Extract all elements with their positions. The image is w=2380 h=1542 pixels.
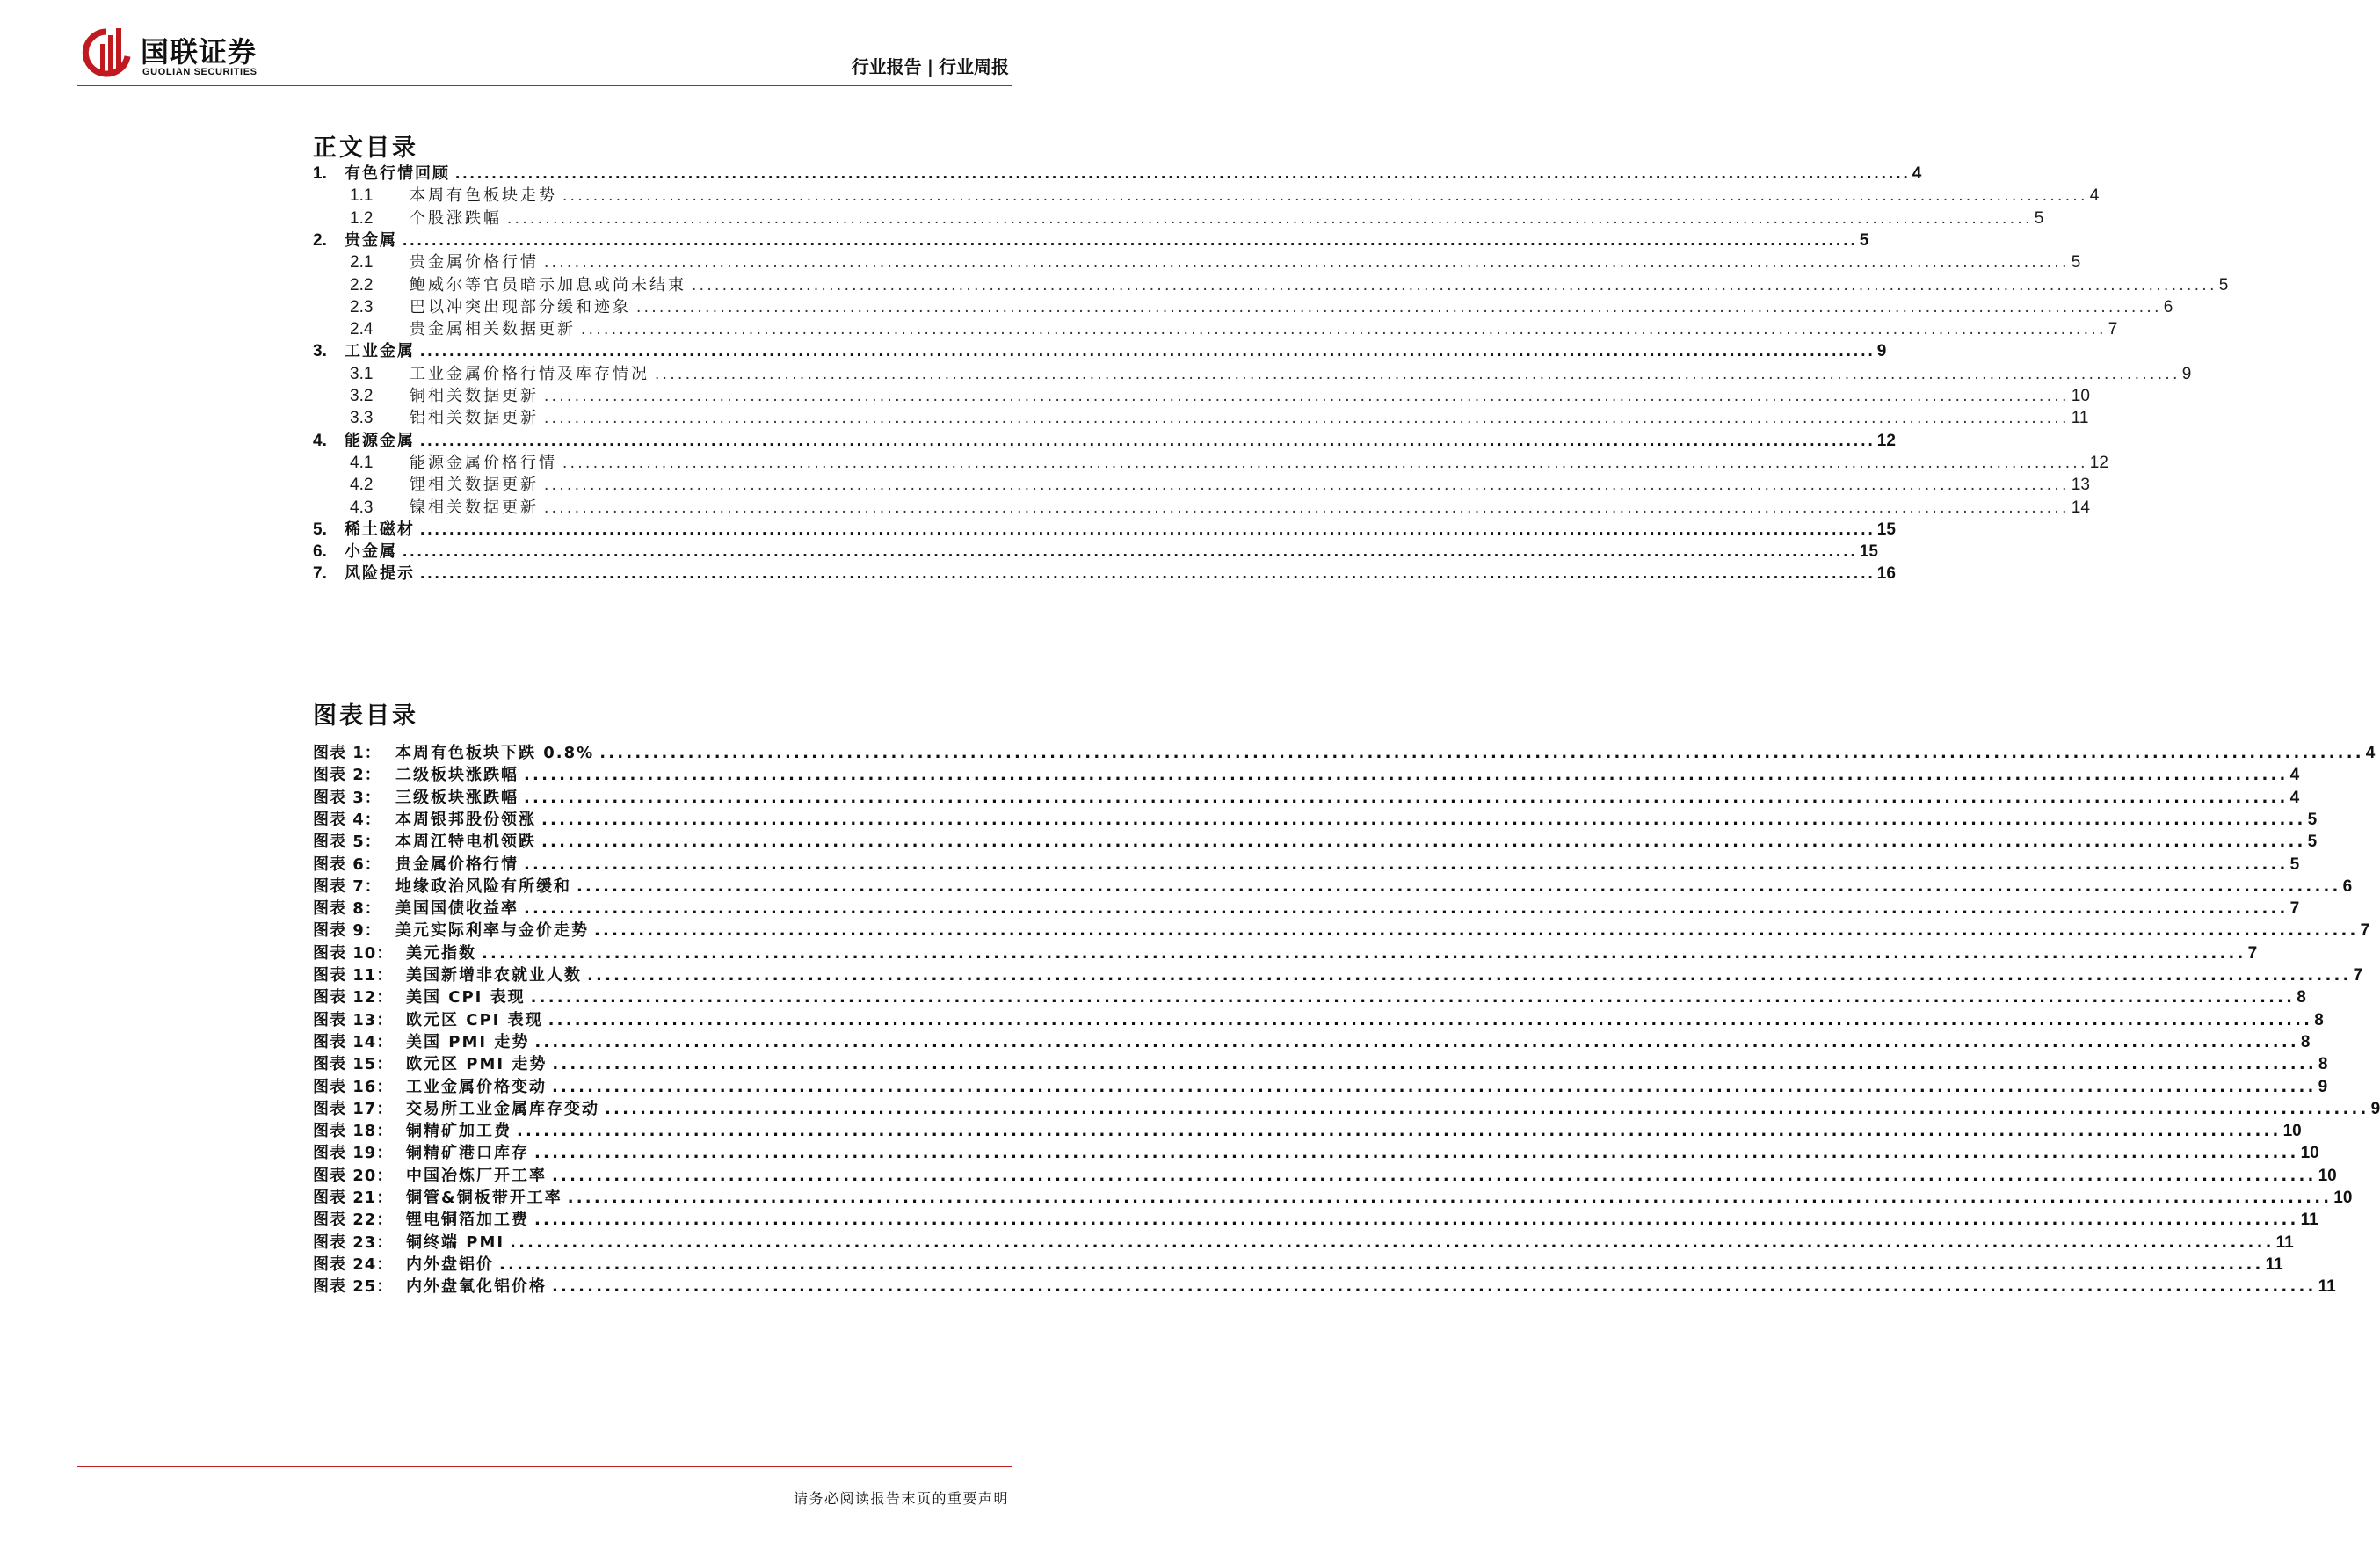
fig-entry-dot-leader: ........................................................................................................................................................................................................ [548,1010,2313,1029]
toc-entry-page: 11 [2071,409,2089,428]
toc-entry-number: 2. [313,230,327,250]
fig-entry-page: 8 [2318,1055,2328,1074]
report-type: 行业报告 [851,56,922,77]
fig-entry-title: 铜精矿加工费 [406,1122,512,1141]
toc-entry-dot-leader: ........................................................................................................................................................................................................ [562,186,2088,206]
fig-entry-number: 图表 13： [313,1010,394,1029]
toc-entry-number: 7. [313,564,327,584]
toc-entry-page: 4 [1912,164,1922,183]
toc-entry-number: 6. [313,542,327,562]
toc-entry-title: 本周有色板块走势 [410,186,557,206]
logo-chinese-name: 国联证券 [141,35,258,69]
fig-entry[interactable] [313,852,2300,876]
fig-entry[interactable] [313,1252,2283,1277]
logo-english-name: GUOLIAN SECURITIES [142,67,258,77]
fig-entry[interactable] [313,1230,2294,1255]
fig-entry-title: 本周江特电机领跌 [395,833,536,852]
toc-entry-page: 15 [1859,542,1878,562]
fig-entry-number: 图表 1： [313,744,381,762]
report-category [852,53,1009,78]
fig-entry-number: 图表 24： [313,1255,394,1274]
fig-entry-title: 美国新增非农就业人数 [406,966,582,985]
logo-mark-icon [81,26,132,79]
footer-divider [77,1466,1012,1467]
fig-entry[interactable] [313,941,2258,965]
header-divider [77,85,1012,86]
fig-entry[interactable] [313,1096,2380,1121]
fig-entry-number: 图表 17： [313,1099,394,1118]
fig-entry-dot-leader: ........................................................................................................................................................................................................ [482,943,2246,963]
toc-entry-dot-leader: ........................................................................................................................................................................................................ [544,387,2070,405]
toc-entry-page: 13 [2071,476,2090,495]
fig-entry-page: 7 [2247,943,2258,963]
toc-entry-title: 能源金属 [345,431,415,450]
fig-entry-title: 交易所工业金属库存变动 [406,1099,599,1118]
toc-entry[interactable] [313,273,2229,297]
fig-entry-page: 11 [2265,1255,2283,1274]
fig-entry-page: 7 [2289,899,2300,919]
fig-entry-dot-leader: ........................................................................................................................................................................................................ [552,1166,2317,1185]
fig-entry-page: 5 [2307,833,2318,852]
fig-entry-page: 8 [2300,1032,2311,1051]
toc-entry-page: 4 [2089,186,2100,206]
toc-entry[interactable] [313,405,2089,430]
toc-entry-dot-leader: ........................................................................................................................................................................................................ [544,498,2070,517]
fig-entry-page: 11 [2275,1233,2294,1252]
toc-entry-title: 工业金属 [345,342,415,361]
fig-entry-number: 图表 22： [313,1211,394,1230]
toc-entry-dot-leader: ........................................................................................................................................................................................................ [507,208,2033,228]
toc-entry-number: 4.1 [350,453,374,472]
fig-entry-page: 8 [2314,1010,2324,1029]
fig-entry[interactable] [313,740,2376,765]
fig-entry-number: 图表 7： [313,876,381,896]
toc-entry-title: 风险提示 [345,564,415,584]
fig-entry-dot-leader: ........................................................................................................................................................................................................ [599,744,2364,762]
fig-entry-title: 贵金属价格行情 [395,855,519,874]
toc-entry-page: 5 [2034,208,2044,228]
toc-entry-dot-leader: ........................................................................................................................................................................................................ [562,453,2088,472]
fig-entry-title: 本周银邦股份领涨 [395,810,536,829]
toc-entry-title: 小金属 [345,542,397,562]
fig-entry-number: 图表 21： [313,1189,394,1207]
toc-entry-dot-leader: ........................................................................................................................................................................................................ [403,230,1858,250]
fig-entry[interactable] [313,918,2370,942]
toc-entry-dot-leader: ........................................................................................................................................................................................................ [692,275,2217,295]
toc-entry-dot-leader: ........................................................................................................................................................................................................ [544,476,2070,495]
toc-title: 正文目录 [313,135,418,162]
fig-entry-number: 图表 12： [313,988,394,1007]
fig-entry-dot-leader: ........................................................................................................................................................................................................ [577,876,2341,896]
fig-entry-dot-leader: ........................................................................................................................................................................................................ [524,788,2289,807]
fig-entry-dot-leader: ........................................................................................................................................................................................................ [534,1211,2299,1230]
toc-entry-page: 9 [2181,364,2192,383]
fig-entry-number: 图表 5： [313,833,381,852]
toc-entry-title: 镍相关数据更新 [410,498,539,517]
fig-entry-title: 锂电铜箔加工费 [406,1211,529,1230]
toc-entry-page: 12 [2089,453,2108,472]
fig-entry[interactable] [313,963,2363,987]
toc-entry-number: 2.3 [350,297,374,316]
fig-entry-dot-leader: ........................................................................................................................................................................................................ [534,1032,2299,1051]
fig-entry-title: 本周有色板块下跌 0.8% [395,744,595,762]
fig-entry-number: 图表 25： [313,1277,394,1297]
fig-entry-number: 图表 11： [313,966,394,985]
toc-entry-dot-leader: ........................................................................................................................................................................................................ [403,542,1858,562]
fig-entry-title: 二级板块涨跌幅 [395,766,519,785]
toc-entry-number: 3.2 [350,387,374,405]
fig-entry-number: 图表 16： [313,1077,394,1096]
toc-entry-title: 巴以冲突出现部分缓和迹象 [410,297,631,316]
fig-entry-title: 内外盘铝价 [406,1255,494,1274]
fig-entry-number: 图表 3： [313,788,381,807]
fig-entry[interactable] [313,1029,2311,1054]
fig-entry-dot-leader: ........................................................................................................................................................................................................ [541,833,2306,852]
toc-entry-title: 铜相关数据更新 [410,387,539,405]
fig-entry[interactable] [313,874,2353,898]
fig-entry-page: 10 [2300,1144,2319,1163]
header-separator: | [926,56,933,77]
fig-entry-title: 美元指数 [406,943,476,963]
toc-entry-number: 4.3 [350,498,374,517]
toc-entry-number: 4.2 [350,476,374,495]
toc-entry-page: 9 [1876,342,1887,361]
fig-entry-page: 9 [2370,1099,2380,1118]
toc-entry-title: 稀土磁材 [345,520,415,539]
fig-entry-title: 工业金属价格变动 [406,1077,547,1096]
toc-entry[interactable] [313,228,1869,252]
fig-entry-title: 内外盘氧化铝价格 [406,1277,547,1297]
fig-entry-number: 图表 20： [313,1166,394,1185]
fig-entry-page: 4 [2365,744,2376,762]
fig-entry-number: 图表 14： [313,1032,394,1051]
toc-entry-title: 贵金属 [345,230,397,250]
fig-entry[interactable] [313,1074,2328,1099]
fig-entry-title: 美元实际利率与金价走势 [395,921,589,941]
toc-entry-dot-leader: ........................................................................................................................................................................................................ [420,564,1876,584]
fig-entry-title: 美国国债收益率 [395,899,519,919]
fig-entry-page: 7 [2353,966,2363,985]
toc-entry[interactable] [313,517,1896,542]
toc-entry[interactable] [313,561,1896,586]
toc-entry-title: 能源金属价格行情 [410,453,557,472]
fig-entry-number: 图表 18： [313,1122,394,1141]
toc-entry-dot-leader: ........................................................................................................................................................................................................ [655,364,2180,383]
fig-entry-page: 6 [2342,876,2353,896]
fig-entry-title: 美国 PMI 走势 [406,1032,530,1051]
fig-entry-dot-leader: ........................................................................................................................................................................................................ [587,966,2352,985]
fig-entry-dot-leader: ........................................................................................................................................................................................................ [524,855,2289,874]
toc-entry-number: 1.1 [350,186,374,206]
fig-entry-dot-leader: ........................................................................................................................................................................................................ [524,766,2289,785]
toc-entry-title: 个股涨跌幅 [410,208,502,228]
toc-entry-page: 6 [2163,297,2173,316]
fig-entry-dot-leader: ........................................................................................................................................................................................................ [524,899,2289,919]
fig-entry-dot-leader: ........................................................................................................................................................................................................ [530,988,2296,1007]
toc-entry-title: 贵金属相关数据更新 [410,320,576,339]
fig-entry[interactable] [313,1118,2302,1143]
toc-entry-dot-leader: ........................................................................................................................................................................................................ [455,164,1911,183]
fig-entry-dot-leader: ........................................................................................................................................................................................................ [552,1277,2317,1297]
fig-entry-title: 三级板块涨跌幅 [395,788,519,807]
fig-entry-number: 图表 23： [313,1233,394,1252]
toc-entry[interactable] [313,250,2081,274]
toc-entry-dot-leader: ........................................................................................................................................................................................................ [581,320,2107,339]
toc-entry-number: 3.3 [350,409,374,428]
fig-entry[interactable] [313,1163,2337,1188]
fig-entry-page: 10 [2333,1189,2353,1207]
toc-entry-number: 2.2 [350,275,374,295]
fig-entry[interactable] [313,1140,2319,1165]
fig-entry-page: 5 [2307,810,2318,829]
toc-entry-page: 7 [2108,320,2118,339]
fig-entry-page: 10 [2282,1122,2302,1141]
toc-entry-number: 4. [313,431,327,450]
toc-entry-number: 3. [313,342,327,361]
fig-entry-dot-leader: ........................................................................................................................................................................................................ [534,1144,2299,1163]
fig-entry-page: 9 [2318,1077,2328,1096]
fig-entry-page: 10 [2318,1166,2337,1185]
toc-entry[interactable] [313,361,2192,386]
fig-entry-title: 欧元区 PMI 走势 [406,1055,548,1074]
toc-entry-title: 工业金属价格行情及库存情况 [410,364,649,383]
toc-entry-page: 14 [2071,498,2090,517]
fig-entry[interactable] [313,807,2318,832]
toc-entry-title: 锂相关数据更新 [410,476,539,495]
fig-entry-number: 图表 6： [313,855,381,874]
toc-entry[interactable] [313,295,2173,319]
toc-entry[interactable] [313,161,1922,185]
fig-entry[interactable] [313,1051,2328,1076]
fig-entry-dot-leader: ........................................................................................................................................................................................................ [517,1122,2282,1141]
fig-entry-dot-leader: ........................................................................................................................................................................................................ [499,1255,2264,1274]
fig-entry-page: 5 [2289,855,2300,874]
fig-entry[interactable] [313,762,2300,787]
fig-entry-dot-leader: ........................................................................................................................................................................................................ [567,1189,2333,1207]
toc-entry-dot-leader: ........................................................................................................................................................................................................ [420,520,1876,539]
toc-entry-number: 3.1 [350,364,374,383]
fig-entry-page: 11 [2318,1277,2336,1297]
toc-entry-page: 10 [2071,387,2090,405]
fig-entry-title: 铜终端 PMI [406,1233,505,1252]
toc-entry[interactable] [313,428,1896,453]
toc-entry-dot-leader: ........................................................................................................................................................................................................ [420,431,1876,450]
toc-entry-number: 2.1 [350,253,374,273]
toc-entry[interactable] [313,338,1887,363]
fig-entry-number: 图表 4： [313,810,381,829]
fig-entry-dot-leader: ........................................................................................................................................................................................................ [552,1077,2317,1096]
fig-entry-title: 地缘政治风险有所缓和 [395,876,571,896]
toc-entry-dot-leader: ........................................................................................................................................................................................................ [544,253,2070,273]
fig-entry-page: 4 [2289,766,2300,785]
fig-entry-dot-leader: ........................................................................................................................................................................................................ [541,810,2306,829]
fig-entry-page: 11 [2300,1211,2318,1230]
toc-entry[interactable] [313,495,2090,520]
toc-entry-dot-leader: ........................................................................................................................................................................................................ [420,342,1876,361]
toc-entry-page: 5 [2218,275,2229,295]
toc-entry-dot-leader: ........................................................................................................................................................................................................ [636,297,2162,316]
toc-entry-title: 铝相关数据更新 [410,409,539,428]
fig-entry-number: 图表 19： [313,1144,394,1163]
fig-entry[interactable] [313,785,2300,810]
fig-entry-number: 图表 10： [313,943,394,963]
fig-entry-dot-leader: ........................................................................................................................................................................................................ [594,921,2359,941]
toc-entry[interactable] [313,206,2044,230]
toc-entry-number: 1. [313,164,327,183]
toc-entry[interactable] [313,183,2100,207]
fig-entry-dot-leader: ........................................................................................................................................................................................................ [552,1055,2317,1074]
fig-entry[interactable] [313,1007,2324,1032]
fig-entry-title: 铜精矿港口库存 [406,1144,529,1163]
fig-entry-page: 7 [2360,921,2370,941]
toc-entry-title: 有色行情回顾 [345,164,450,183]
toc-entry[interactable] [313,472,2090,497]
toc-entry-page: 5 [1859,230,1869,250]
fig-entry-page: 4 [2289,788,2300,807]
company-logo [81,25,292,86]
toc-entry-number: 5. [313,520,327,539]
toc-entry-title: 贵金属价格行情 [410,253,539,273]
toc-entry-dot-leader: ........................................................................................................................................................................................................ [544,409,2070,428]
toc-entry[interactable] [313,316,2118,341]
fig-entry-number: 图表 2： [313,766,381,785]
toc-entry[interactable] [313,383,2090,408]
figures-title: 图表目录 [313,702,418,730]
toc-entry-page: 5 [2071,253,2081,273]
fig-entry-dot-leader: ........................................................................................................................................................................................................ [605,1099,2369,1118]
toc-entry[interactable] [313,539,1878,564]
fig-entry-title: 美国 CPI 表现 [406,988,526,1007]
page-header [0,0,1090,88]
report-subtype: 行业周报 [939,56,1009,77]
fig-entry-number: 图表 9： [313,921,381,941]
fig-entry[interactable] [313,1185,2353,1210]
toc-entry[interactable] [313,450,2108,475]
footer-disclaimer: 请务必阅读报告末页的重要声明 [793,1490,1009,1507]
toc-entry-page: 12 [1876,431,1896,450]
fig-entry-title: 欧元区 CPI 表现 [406,1010,543,1029]
toc-entry-page: 16 [1876,564,1896,584]
toc-entry-number: 1.2 [350,208,374,228]
fig-entry[interactable] [313,896,2300,920]
fig-entry-number: 图表 15： [313,1055,394,1074]
fig-entry-title: 铜管&铜板带开工率 [406,1189,562,1207]
fig-entry[interactable] [313,1207,2318,1232]
fig-entry-number: 图表 8： [313,899,381,919]
fig-entry-dot-leader: ........................................................................................................................................................................................................ [510,1233,2275,1252]
fig-entry[interactable] [313,985,2306,1009]
toc-entry-number: 2.4 [350,320,374,339]
fig-entry-page: 8 [2297,988,2306,1007]
toc-entry-page: 15 [1876,520,1896,539]
fig-entry[interactable] [313,1274,2336,1298]
toc-entry-title: 鲍威尔等官员暗示加息或尚未结束 [410,275,686,295]
fig-entry[interactable] [313,829,2318,854]
fig-entry-title: 中国冶炼厂开工率 [406,1166,547,1185]
